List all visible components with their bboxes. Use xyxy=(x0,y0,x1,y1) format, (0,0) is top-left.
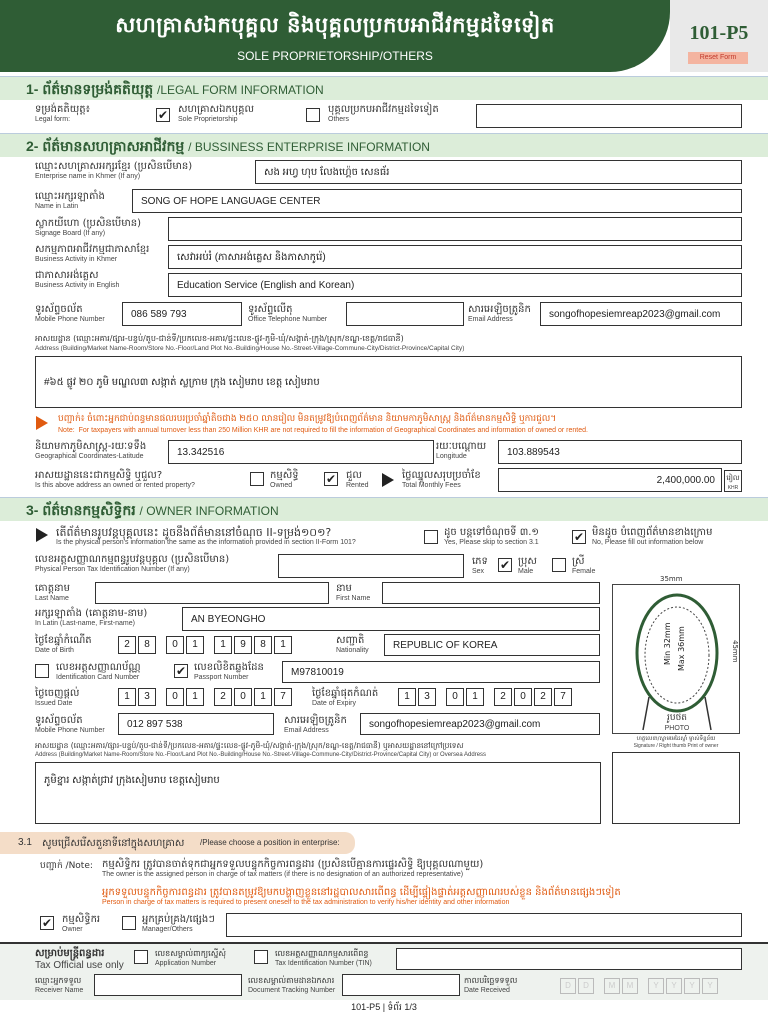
male-checkbox[interactable]: ✔ xyxy=(499,558,511,572)
owner-mobile-field[interactable]: 012 897 538 xyxy=(118,713,274,735)
dob-label: ថ្ងៃខែឆ្នាំកំណើត Date of Birth xyxy=(35,635,92,654)
id-card-checkbox[interactable] xyxy=(35,664,49,678)
sole-proprietorship-label: សហគ្រាសឯកបុគ្គល Sole Proprietorship xyxy=(178,104,254,123)
passport-label: លេខលិខិតឆ្លងដែន Passport Number xyxy=(194,662,264,681)
date-digit[interactable]: 0 xyxy=(166,636,184,654)
date-digit[interactable]: 1 xyxy=(466,688,484,706)
date-digit[interactable]: 2 xyxy=(214,688,232,706)
section-title-km: ព័ត៌មានសហគ្រាសអាជីវកម្ម xyxy=(42,138,185,154)
section-title-en: / BUSSINESS ENTERPRISE INFORMATION xyxy=(188,140,430,154)
date-digit[interactable]: 1 xyxy=(398,688,416,706)
note-en: Note: For taxpayers with annual turnover less than 250 Million KHR are not required to fill the information of Geographical Coordinates and information of owned or rented. xyxy=(58,427,588,434)
name-latin-field[interactable]: SONG OF HOPE LANGUAGE CENTER xyxy=(132,189,742,213)
photo-min-label: Min 32mm xyxy=(663,622,672,665)
date-digit[interactable]: 3 xyxy=(418,688,436,706)
arrow-right-icon xyxy=(36,528,48,542)
reset-form-button[interactable]: Reset Form xyxy=(688,52,748,64)
activity-en-field[interactable]: Education Service (English and Korean) xyxy=(168,273,742,297)
ownership-question-label: អាសយដ្ឋាននេះជាកម្មសិទ្ធិ ឬជួល? Is this above address an owned or rented property? xyxy=(35,470,195,489)
latitude-label: និយាមកាភូមិសាស្ត្រ-រយៈទទឹង Geographical Coordinates-Latitude xyxy=(35,441,147,460)
signage-field[interactable] xyxy=(168,217,742,241)
physical-tin-field[interactable] xyxy=(278,554,464,578)
others-input[interactable] xyxy=(476,104,742,128)
date-digit[interactable]: 2 xyxy=(494,688,512,706)
office-phone-field[interactable] xyxy=(346,302,464,326)
office-phone-label: ទូរស័ព្ទលើតុ Office Telephone Number xyxy=(248,304,328,323)
doc-tracking-field[interactable] xyxy=(342,974,460,996)
header-title-en: SOLE PROPRIETORSHIP/OTHERS xyxy=(237,49,433,63)
photo-width-label: 35mm xyxy=(660,575,683,583)
photo-height-label: 45mm xyxy=(731,640,739,663)
section-31-header xyxy=(0,832,355,854)
date-digit[interactable]: Y xyxy=(666,978,682,994)
date-digit[interactable]: Y xyxy=(702,978,718,994)
date-digit[interactable]: 8 xyxy=(254,636,272,654)
email-field[interactable]: songofhopesiemreap2023@gmail.com xyxy=(540,302,742,326)
date-digit[interactable]: M xyxy=(604,978,620,994)
section-title-en: /Please choose a position in enterprise: xyxy=(200,838,340,847)
latin-name-field[interactable]: AN BYEONGHO xyxy=(182,607,600,631)
doc-tracking-label: លេខសម្គាល់តាមដានឯកសារ Document Tracking Number xyxy=(248,976,336,994)
date-digit[interactable]: 0 xyxy=(166,688,184,706)
latitude-field[interactable]: 13.342516 xyxy=(168,440,434,464)
tin-checkbox[interactable] xyxy=(254,950,268,964)
header-title-km: សហគ្រាសឯកបុគ្គល និងបុគ្គលប្រកបអាជីវកម្មដទៃទៀត xyxy=(115,12,555,37)
date-digit[interactable]: 8 xyxy=(138,636,156,654)
section-1-header xyxy=(0,76,768,100)
last-name-field[interactable] xyxy=(95,582,329,604)
date-digit[interactable]: M xyxy=(622,978,638,994)
date-digit[interactable]: 1 xyxy=(274,636,292,654)
date-received-label: កាលបរិច្ឆេទទទួល Date Received xyxy=(464,976,518,994)
rented-checkbox[interactable]: ✔ xyxy=(325,472,337,486)
same-info-question: តើព័ត៌មានរូបវន្តបុគ្គលនេះ ដូចនឹងព័ត៌មាននៅចំណុច II-ទម្រង់១០១? Is the physical person's information the same as the information provided in section II-Form 101? xyxy=(56,526,356,546)
passport-field[interactable]: M97810019 xyxy=(282,661,600,683)
receiver-name-label: ឈ្មោះអ្នកទទួល Receiver Name xyxy=(35,976,84,994)
section-number: 3.1 xyxy=(18,837,32,848)
longitude-field[interactable]: 103.889543 xyxy=(498,440,742,464)
date-digit[interactable]: 7 xyxy=(554,688,572,706)
date-digit[interactable]: 2 xyxy=(118,636,136,654)
date-digit[interactable]: 1 xyxy=(186,636,204,654)
section-number: 2- xyxy=(26,138,39,154)
mobile-field[interactable]: 086 589 793 xyxy=(122,302,242,326)
signage-label: ស្លាកយីហោ (ប្រសិនបើមាន) Signage Board (If any) xyxy=(35,218,142,237)
date-digit[interactable]: 7 xyxy=(274,688,292,706)
email-label: សារអេឡិចត្រូនិក Email Address xyxy=(468,304,531,323)
activity-km-field[interactable]: សេវាអប់រំ (ភាសាអង់គ្លេស និងភាសាកូរ៉េ) xyxy=(168,245,742,269)
date-digit[interactable]: D xyxy=(578,978,594,994)
address-label: អាសយដ្ឋាន (ឈ្មោះអគារ/ផ្សារ-បន្ទប់/តូប-ជាន់ទី/ប្រកលេខ-អគារ/ផ្ទះលេខ-ផ្លូវ-ភូមិ-ឃុំ/សង្កាត់-ក្រុង/ស្រុក/ខណ្ឌ-ខេត្ត/រាជធានី) Address (Building/Market Name-Room/Store No.-Floor/Land Plot No.-Building/House No.-Street-Village-Commune-City/District-Province/Capital City) xyxy=(35,334,465,352)
address-field[interactable]: #៦៥ ផ្លូវ ២០ ភូមិ មណ្ឌល៣ សង្កាត់ ស្លក្រាម ក្រុង សៀមរាប ខេត្ត សៀមរាប xyxy=(35,356,742,408)
same-no-checkbox[interactable]: ✔ xyxy=(573,530,585,544)
date-digit[interactable]: Y xyxy=(648,978,664,994)
date-digit[interactable]: 0 xyxy=(514,688,532,706)
issued-date-label: ថ្ងៃចេញផ្តល់ Issued Date xyxy=(35,688,80,707)
same-yes-label: ដូច បន្តទៅចំណុចទី ៣.១ Yes, Please skip to section 3.1 xyxy=(444,527,539,546)
owned-label: កម្មសិទ្ធិ Owned xyxy=(270,470,299,489)
enterprise-name-km-label: ឈ្មោះសហគ្រាសអក្សរខ្មែរ (ប្រសិនបើមាន) Enterprise name in Khmer (If any) xyxy=(35,161,193,180)
date-digit[interactable]: 3 xyxy=(138,688,156,706)
male-label: ប្រុស Male xyxy=(518,556,537,575)
owner-address-label: អាសយដ្ឋាន (ឈ្មោះអគារ/ផ្សារ-បន្ទប់/តូប-ជាន់ទី/ប្រកលេខ-អគារ/ផ្ទះលេខ-ផ្លូវ-ភូមិ-ឃុំ/សង្កាត់-ក្រុង/ស្រុក/ខណ្ឌ-ខេត្ត/រាជធានី) ឬអាសយដ្ឋាននៅក្រៅប្រទេស Address (Building/Market Name-Room/Store No.-Floor/Land Plot No.-Building/House No.-Street-Village-Commune-City/District-Province/Capital City) or Oversea Address xyxy=(35,741,487,758)
section-title-en: / OWNER INFORMATION xyxy=(139,504,279,518)
date-digit[interactable]: 1 xyxy=(118,688,136,706)
activity-en-label: ជាភាសាអង់គ្លេស Business Activity in English xyxy=(35,270,120,289)
passport-checkbox[interactable]: ✔ xyxy=(175,664,187,678)
form-header xyxy=(0,0,670,72)
name-latin-label: ឈ្មោះអក្សរឡាតាំង Name in Latin xyxy=(35,191,105,210)
receiver-name-field[interactable] xyxy=(94,974,242,996)
note-km: បញ្ជាក់៖ ចំពោះអ្នកជាប់ពន្ធមានផលរបរប្រចាំឆ្នាំតិចជាង ២៥០ លានរៀល មិនតម្រូវឱ្យបំពេញព័ត៌មាន និយាមកាភូមិសាស្ត្រ និងព័ត៌មានកម្មសិទ្ធិ ឬការជួល។ xyxy=(58,413,557,423)
section-title-en: /LEGAL FORM INFORMATION xyxy=(157,83,324,97)
note-arrow-icon xyxy=(36,416,48,430)
arrow-right-icon xyxy=(382,473,394,487)
form-code: 101-P5 xyxy=(689,22,749,44)
date-digit[interactable]: 2 xyxy=(534,688,552,706)
owner-email-field[interactable]: songofhopesiemreap2023@gmail.com xyxy=(360,713,600,735)
application-number-checkbox[interactable] xyxy=(134,950,148,964)
owner-mobile-label: ទូរស័ព្ទចល័ត Mobile Phone Number xyxy=(35,715,105,734)
rented-label: ជួល Rented xyxy=(346,470,369,489)
id-card-label: លេខអត្តសញ្ញាណប័ណ្ណ Identification Card Number xyxy=(56,662,141,681)
photo-box[interactable] xyxy=(612,584,740,734)
tin-label: លេខអត្តសញ្ញាណកម្មសារពើពន្ធ Tax Identification Number (TIN) xyxy=(275,949,372,967)
longitude-label: រយៈបណ្តោយ Longitude xyxy=(436,441,487,460)
owner-position-checkbox[interactable]: ✔ xyxy=(41,916,53,930)
section-number: 1- xyxy=(26,81,39,97)
currency-label: រៀល KHR xyxy=(724,470,742,492)
date-digit[interactable]: D xyxy=(560,978,576,994)
last-name-label: គោត្តនាម Last Name xyxy=(35,583,70,602)
page-number: 101-P5 | ទំព័រ 1/3 xyxy=(351,1002,417,1012)
first-name-field[interactable] xyxy=(382,582,600,604)
owner-address-field[interactable]: ភូមិខ្នារ សង្កាត់ជ្រាវ ក្រុងសៀមរាប ខេត្តសៀមរាប xyxy=(35,762,601,824)
official-title: សម្រាប់មន្ត្រីពន្ធដារ Tax Official use only xyxy=(35,948,124,971)
enterprise-name-km-field[interactable]: សង អហ្វ ហុប លែងហ្គ៉េច សេនធ័រ xyxy=(255,160,742,184)
legal-form-label: ទម្រង់គតិយុត្ត៖ Legal form: xyxy=(35,104,90,123)
owner-email-label: សារអេឡិចត្រូនិក Email Address xyxy=(284,715,347,734)
date-digit[interactable]: 0 xyxy=(446,688,464,706)
sole-proprietorship-checkbox[interactable]: ✔ xyxy=(157,108,169,122)
tin-field[interactable] xyxy=(396,948,742,970)
note-label: បញ្ជាក់ /Note: xyxy=(40,861,93,871)
monthly-fee-label: ថ្លៃឈ្នួលសរុបប្រចាំខែ Total Monthly Fees xyxy=(402,470,481,489)
date-digit[interactable]: 1 xyxy=(186,688,204,706)
signature-box[interactable] xyxy=(612,752,740,824)
same-no-label: មិនដូច បំពេញព័ត៌មានខាងក្រោម No, Please fill out information below xyxy=(592,527,713,546)
photo-label: រូបថត PHOTO xyxy=(664,713,690,732)
tax-person-note: អ្នកទទួលបន្ទុកកិច្ចការពន្ធដារ ត្រូវបានតម្រូវឱ្យមកបង្ហាញខ្លួននៅរដ្ឋបាលសារពើពន្ធ ដើម្បីផ្ទៀងផ្ទាត់អត្តសញ្ញាណរបស់ខ្លួន និងព័ត៌មានផ្សេងៗទៀត Person in charge of tax matters is required to present oneself to the tax administration to verify his/her identity and other information xyxy=(102,887,621,906)
section-title-km: ព័ត៌មានទម្រង់គតិយុត្ត xyxy=(42,81,154,97)
manager-position-field[interactable] xyxy=(226,913,742,937)
date-digit[interactable]: 1 xyxy=(214,636,232,654)
section-title-km: សូមជ្រើសរើសតួនាទីនៅក្នុងសហគ្រាស xyxy=(42,838,185,849)
owner-position-label: កម្មសិទ្ធិករ Owner xyxy=(62,914,101,933)
section-3-header xyxy=(0,497,768,521)
owned-checkbox[interactable] xyxy=(250,472,264,486)
signature-label: ហត្ថលេខា/ស្នាមមេដៃស្តាំ ម្ចាស់ទិន្នន័យ Signature / Right thumb Print of owner xyxy=(633,736,719,749)
manager-position-checkbox[interactable] xyxy=(122,916,136,930)
others-checkbox[interactable] xyxy=(306,108,320,122)
manager-position-label: អ្នកគ្រប់គ្រង/ផ្សេងៗ Manager/Others xyxy=(142,914,215,933)
physical-tin-label: លេខអត្តសញ្ញាណកម្មពន្ធរូបវន្តបុគ្គល (ប្រសិនបើមាន) Physical Person Tax Identification Number (If any) xyxy=(35,554,230,573)
sex-label: ភេទ Sex xyxy=(472,556,488,575)
date-digit[interactable]: 0 xyxy=(234,688,252,706)
date-digit[interactable]: 9 xyxy=(234,636,252,654)
monthly-fee-field[interactable]: 2,400,000.00 xyxy=(498,468,722,492)
activity-km-label: សកម្មភាពអាជីវកម្មជាភាសាខ្មែរ Business Activity in Khmer xyxy=(35,244,150,263)
date-digit[interactable]: 1 xyxy=(254,688,272,706)
same-yes-checkbox[interactable] xyxy=(424,530,438,544)
nationality-field[interactable]: REPUBLIC OF KOREA xyxy=(384,634,600,656)
expiry-date-label: ថ្ងៃខែឆ្នាំផុតកំណត់ Date of Expiry xyxy=(312,688,379,707)
latin-name-label: អក្សរឡាតាំង (គោត្តនាម-នាម) In Latin (Last-name, First-name) xyxy=(35,608,148,627)
female-label: ស្រី Female xyxy=(572,556,596,575)
first-name-label: នាម First Name xyxy=(336,583,371,602)
section-number: 3- xyxy=(26,502,39,518)
application-number-label: លេខសម្គាល់ពាក្យស្នើសុំ Application Number xyxy=(155,949,226,967)
section-2-header xyxy=(0,133,768,157)
others-label: បុគ្គលប្រកបអាជីវកម្មដទៃទៀត Others xyxy=(328,104,439,123)
form-code-panel xyxy=(670,0,768,72)
owner-note: កម្មសិទ្ធិករ ត្រូវបានចាត់ទុកជាអ្នកទទួលបន្ទុកកិច្ចការពន្ធដារ (ប្រសិនបើគ្មានការផ្ទេរសិទ្ធិ ឱ្យបុគ្គលណាមួយ) The owner is the assigned person in charge of tax matters (if there is no designation of an authorized representative) xyxy=(102,859,484,878)
female-checkbox[interactable] xyxy=(552,558,566,572)
photo-max-label: Max 36mm xyxy=(677,626,686,671)
date-digit[interactable]: Y xyxy=(684,978,700,994)
mobile-label: ទូរស័ព្ទចល័ត Mobile Phone Number xyxy=(35,304,105,323)
nationality-label: សញ្ជាតិ Nationality xyxy=(336,635,369,654)
section-title-km: ព័ត៌មានកម្មសិទ្ធិករ xyxy=(42,502,136,518)
